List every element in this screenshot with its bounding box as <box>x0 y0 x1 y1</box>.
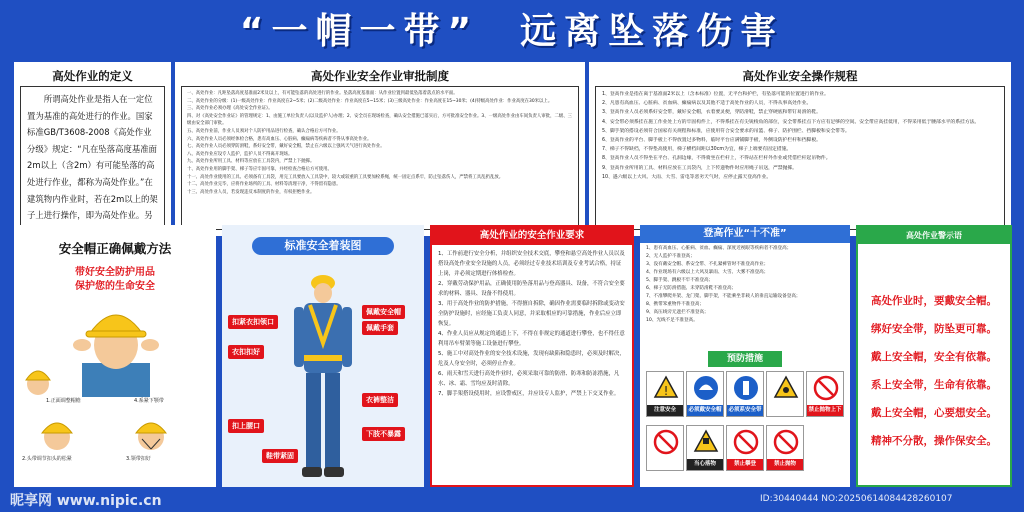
no-throwing-objects-icon <box>773 429 799 455</box>
definition-text: 所谓高处作业是指人在一定位置为基准的高处进行的作业。国家标准GB/T3608-2008《高处作业分级》规定：“凡在坠落高度基准面2m以上（含2m）有可能坠落的高处进行作业，都称为高处作业。”在建筑物内作业时，若在2m以上的架子上进行操作，即为高处作业。另 <box>20 86 165 230</box>
ten-not-item: 2、无人监护不准登高； <box>646 254 695 259</box>
approval-item: 十、高处作业用的脚手架、梯子等应牢固可靠，并经检查合格后方可使用。 <box>187 166 332 172</box>
attire-label: 衣扣扣好 <box>228 345 264 359</box>
step-caption-4: 4.系紧下颚带 <box>134 398 164 404</box>
step-caption-1: 1.正面调整帽檐 <box>46 398 81 404</box>
step-caption-3: 3.领带扣好 <box>126 456 151 462</box>
rules-panel <box>589 62 1011 236</box>
ten-not-item: 4、作业现场有六级以上大风及暴雨、大雪、大雾不准登高； <box>646 270 769 275</box>
svg-text:!: ! <box>663 384 669 398</box>
ten-not-panel <box>640 225 850 487</box>
safety-sign <box>726 371 764 417</box>
definition-panel <box>14 62 171 236</box>
approval-item: 七、高处作业人员必须穿防滑鞋，系好安全带，戴好安全帽，禁止在六级以上强风天气进行高处作业。 <box>187 144 385 150</box>
requirements-item: 3、用于高处作业的防护措施，不得擅自拆除，确因作业需要临时拆除或变动安全防护设施时，应经施工负责人同意，并采取相应的可靠措施，作业后应立即恢复。 <box>438 301 625 327</box>
slogans-panel <box>856 225 1012 487</box>
no-climbing-icon <box>733 429 759 455</box>
watermark-left: 昵享网 www.nipic.cn <box>10 493 162 509</box>
worker-figure-illustration <box>290 263 356 483</box>
requirements-title: 高处作业的安全作业要求 <box>432 227 632 245</box>
ten-not-item: 7、不准攀爬井架、龙门架、脚手架，不能乘坐非载人的垂直运输设备登高； <box>646 294 801 299</box>
requirements-item: 2、穿戴劳动保护用品，正确使用防坠落用品与登高器具、设备，不符合安全要求的材料、器具、设备不得使用。 <box>438 281 625 297</box>
slogans-list <box>858 287 1010 455</box>
slogan-line: 系上安全带，生命有依靠。 <box>871 379 997 391</box>
approval-item: 九、高处作业所用工具、材料等应放在工具袋内，严禁上下抛掷。 <box>187 159 315 165</box>
safety-sign <box>766 371 804 417</box>
slogan-line: 高处作业时，要戴安全帽。 <box>871 295 997 307</box>
rules-item: 8、登高作业人员不得坐在平台、孔洞边缘，不得骑坐在栏杆上，不得站在栏杆外作业或凭借栏杆起吊物件。 <box>602 156 831 162</box>
step-helmet-front-icon <box>18 360 58 396</box>
attire-panel <box>222 225 424 487</box>
attire-label: 衣裤整洁 <box>362 393 398 407</box>
helmet-subtitle-2: 保护您的生命安全 <box>75 281 155 292</box>
ten-not-item: 5、脚手架、跳板不牢不准登高； <box>646 278 714 283</box>
helmet-wearing-illustration <box>62 293 170 397</box>
approval-item: 十二、高处作业完毕，应将作业场所的工具、材料等清理干净，不得留有隐患。 <box>187 182 341 188</box>
ten-not-item: 3、没有戴安全帽、系安全带、不扎紧裤管时不准登高作业； <box>646 262 769 267</box>
slogans-title: 高处作业警示语 <box>858 227 1010 244</box>
safety-sign-label: 必须系安全带 <box>727 405 763 416</box>
attire-label: 佩戴安全帽 <box>362 305 405 319</box>
safety-sign <box>686 371 724 417</box>
rules-item: 9、登高作业所用的工具、材料应放在工具袋内，上下传递物件时应用绳子吊送，严禁抛掷。 <box>602 165 797 171</box>
safety-sign-label: 禁止攀登 <box>727 459 763 470</box>
attire-label: 鞋带紧固 <box>262 449 298 463</box>
requirements-list <box>438 249 626 485</box>
approval-item: 十一、高处作业使用的工具、必须备有工具袋，用完工具要放入工具袋中，较大或较重的工具要加栓系绳，统一固定点系牢，防止坠落伤人，严禁将工具乱扔乱放。 <box>187 174 504 180</box>
ten-not-title: 登高作业“十不准” <box>640 225 850 243</box>
approval-title: 高处作业安全作业审批制度 <box>311 69 449 83</box>
rules-item: 5、脚手架的搭设必须符合国家有关规程和标准，应使用符合安全要求的吊篮、梯子、防护围栏、挡脚板和安全带等。 <box>602 128 850 134</box>
slogan-line: 绑好安全带，防坠更可靠。 <box>871 323 997 335</box>
approval-item: 四、对《高处安全作业证》的管理规定：1、由施工单位负责人(以及监护人)办理；2、安全员在现场检查，确认安全措施已落实后，方可批准安全作业。3、一级高处作业由车间负责人审批，二级、三级由安全部门审批。 <box>187 113 573 127</box>
requirements-panel <box>430 225 634 487</box>
step-helmet-strap-icon <box>34 411 80 453</box>
approval-item: 三、高处作业必须办理《高处安全作业证》。 <box>187 106 273 112</box>
safety-sign <box>646 371 684 417</box>
slogan-line: 戴上安全帽，心要想安全。 <box>871 407 997 419</box>
attire-label: 佩戴手套 <box>362 321 398 335</box>
rules-item: 10、遇六级以上大风、大雨、大雪、雷电等恶劣天气时，应停止露天登高作业。 <box>602 174 772 180</box>
ten-not-item: 8、携带笨重物件不准登高； <box>646 302 705 307</box>
safety-sign <box>726 425 764 471</box>
prohibition-sign-icon <box>653 429 679 455</box>
rules-list <box>595 86 1005 230</box>
watermark-right: ID:30440444 NO:20250614084428260107 <box>760 494 953 504</box>
attire-label: 扣紧衣扣领口 <box>228 315 278 329</box>
safety-sign-label: 禁止抛物上下 <box>807 405 843 416</box>
safety-sign-label: 注意安全 <box>647 405 683 416</box>
approval-item: 六、高处作业人员必须经体检合格，患有高血压、心脏病、癫痫病等疾病者不得从事高处作业。 <box>187 136 372 142</box>
helmet-required-icon <box>693 375 719 401</box>
safety-sign-label: 当心落物 <box>687 459 723 470</box>
slogan-line: 精神不分散，操作保安全。 <box>871 435 997 447</box>
requirements-item: 4、作业人员应从规定的通道上下，不得在非规定的通道进行攀登，也不得任意利用吊车臂架等施工设备进行攀登。 <box>438 331 625 347</box>
requirements-item: 5、施工中对高处作业的安全技术设施，发现有缺陷和隐患时，必须及时解决，危及人身安全时，必须停止作业。 <box>438 351 625 367</box>
step-helmet-chin-icon <box>128 411 174 453</box>
approval-item: 二、高处作业的分级：(1)一级高处作业：作业高度在2~5米；(2)二级高处作业：作业高度在5~15米；(3)三级高处作业：作业高度在15~30米；(4)特级高处作业：作业高度在30米以上。 <box>187 98 553 104</box>
caution-sign-icon <box>653 375 679 401</box>
approval-item: 一、高处作业：凡距坠落高度基准面2米及以上，有可能坠落的高处进行的作业。坠落高度基准面：从作业位置到最低坠落着落点的水平面。 <box>187 91 458 96</box>
definition-title: 高处作业的定义 <box>52 69 133 83</box>
safety-sign-label: 禁止抛物 <box>767 459 803 470</box>
safety-sign <box>686 425 724 471</box>
rules-item: 1、登高作业是指在离于基准面2米以上（含本标准）位置，无平台和护栏，有坠落可能的位置进行的作业。 <box>602 92 829 97</box>
rules-title: 高处作业安全操作规程 <box>742 69 858 83</box>
rules-item: 2、凡患有高血压、心脏病、贫血病、癫痫病以及其他不适于高处作业的人员，不得从事高处作业。 <box>602 101 812 107</box>
approval-item: 五、高处作业前，作业人员须对个人防护用品进行检查，确认合格后方可作业。 <box>187 128 341 134</box>
page-title: “一帽一带” 远离坠落伤害 <box>239 10 785 52</box>
approval-panel <box>175 62 585 236</box>
rules-item: 4、安全带必须系挂在施工作业处上方的牢固构件上，不得系挂在有尖锐棱角的部位，安全带系挂点下方应有足够的空间。安全带应高挂低用，不得采用低于腰部水平的系挂方法。 <box>602 119 980 125</box>
helmet-panel <box>14 225 216 487</box>
safety-sign-label: 必须戴安全帽 <box>687 405 723 416</box>
slogan-line: 戴上安全帽，安全有依靠。 <box>871 351 997 363</box>
prevention-title: 预防措施 <box>708 351 782 367</box>
rules-item: 7、梯子不得缺档，不得垫高使用，梯子横档间距以30cm为宜，梯子上端要有固定措施。 <box>602 147 792 153</box>
helmet-subtitle-1: 带好安全防护用品 <box>75 267 155 278</box>
approval-list <box>181 86 579 230</box>
rules-item: 6、登高作业的平台、脚手板上不得放置过多物料，临时平台应满铺脚手板，外侧设防护栏杆和挡脚板。 <box>602 138 821 144</box>
falling-objects-icon <box>693 429 719 455</box>
warning-sign-icon <box>773 375 799 401</box>
safety-sign <box>806 371 844 417</box>
helmet-title: 安全帽正确佩戴方法 <box>58 241 172 256</box>
ten-not-item: 10、光线不足不准登高。 <box>646 318 698 323</box>
approval-item: 十三、高处作业人员，若发现违反本制度的作业，有权拒绝作业。 <box>187 189 315 195</box>
ten-not-item: 9、高压线旁无遮拦不准登高； <box>646 310 709 315</box>
harness-required-icon <box>733 375 759 401</box>
attire-label: 扣上腰口 <box>228 419 264 433</box>
step-caption-2: 2.头带调节扣头的松紧 <box>22 456 72 462</box>
rules-item: 3、登高作业人员必须系好安全带，戴好安全帽，衣着要灵便，穿防滑鞋，禁止穿硬底和带钉易滑的鞋。 <box>602 110 821 116</box>
attire-title: 标准安全着装图 <box>252 237 394 255</box>
attire-label: 下肢不暴露 <box>362 427 405 441</box>
ten-not-list <box>646 245 844 365</box>
ten-not-item: 1、患有高血压、心脏病、贫血、癫痫、深度近视眼等疾病者不准登高； <box>646 246 792 251</box>
requirements-item: 7、脚手架搭设使用时，应设警戒区，并应设专人监护，严禁上下交叉作业。 <box>438 391 620 397</box>
ten-not-item: 6、梯子无防滑措施、未穿防滑鞋不准登高； <box>646 286 737 291</box>
approval-item: 八、高处作业应设专人监护，监护人员不得离开现场。 <box>187 151 293 157</box>
safety-sign <box>646 425 684 471</box>
requirements-item: 1、工作前进行安全分析，并组织安全技术交底，攀登和悬空高处作业人员以及搭设高处作业安全设施的人员，必须经过专业技术培训及专业考试合格，持证上岗，并必须定期进行体格检查。 <box>438 251 625 277</box>
requirements-item: 6、雨天和雪天进行高处作业时，必须采取可靠的防滑、防寒和防冻措施，凡水、冰、霜、雪均应及时清除。 <box>438 371 620 387</box>
no-throwing-icon <box>813 375 839 401</box>
safety-sign <box>766 425 804 471</box>
